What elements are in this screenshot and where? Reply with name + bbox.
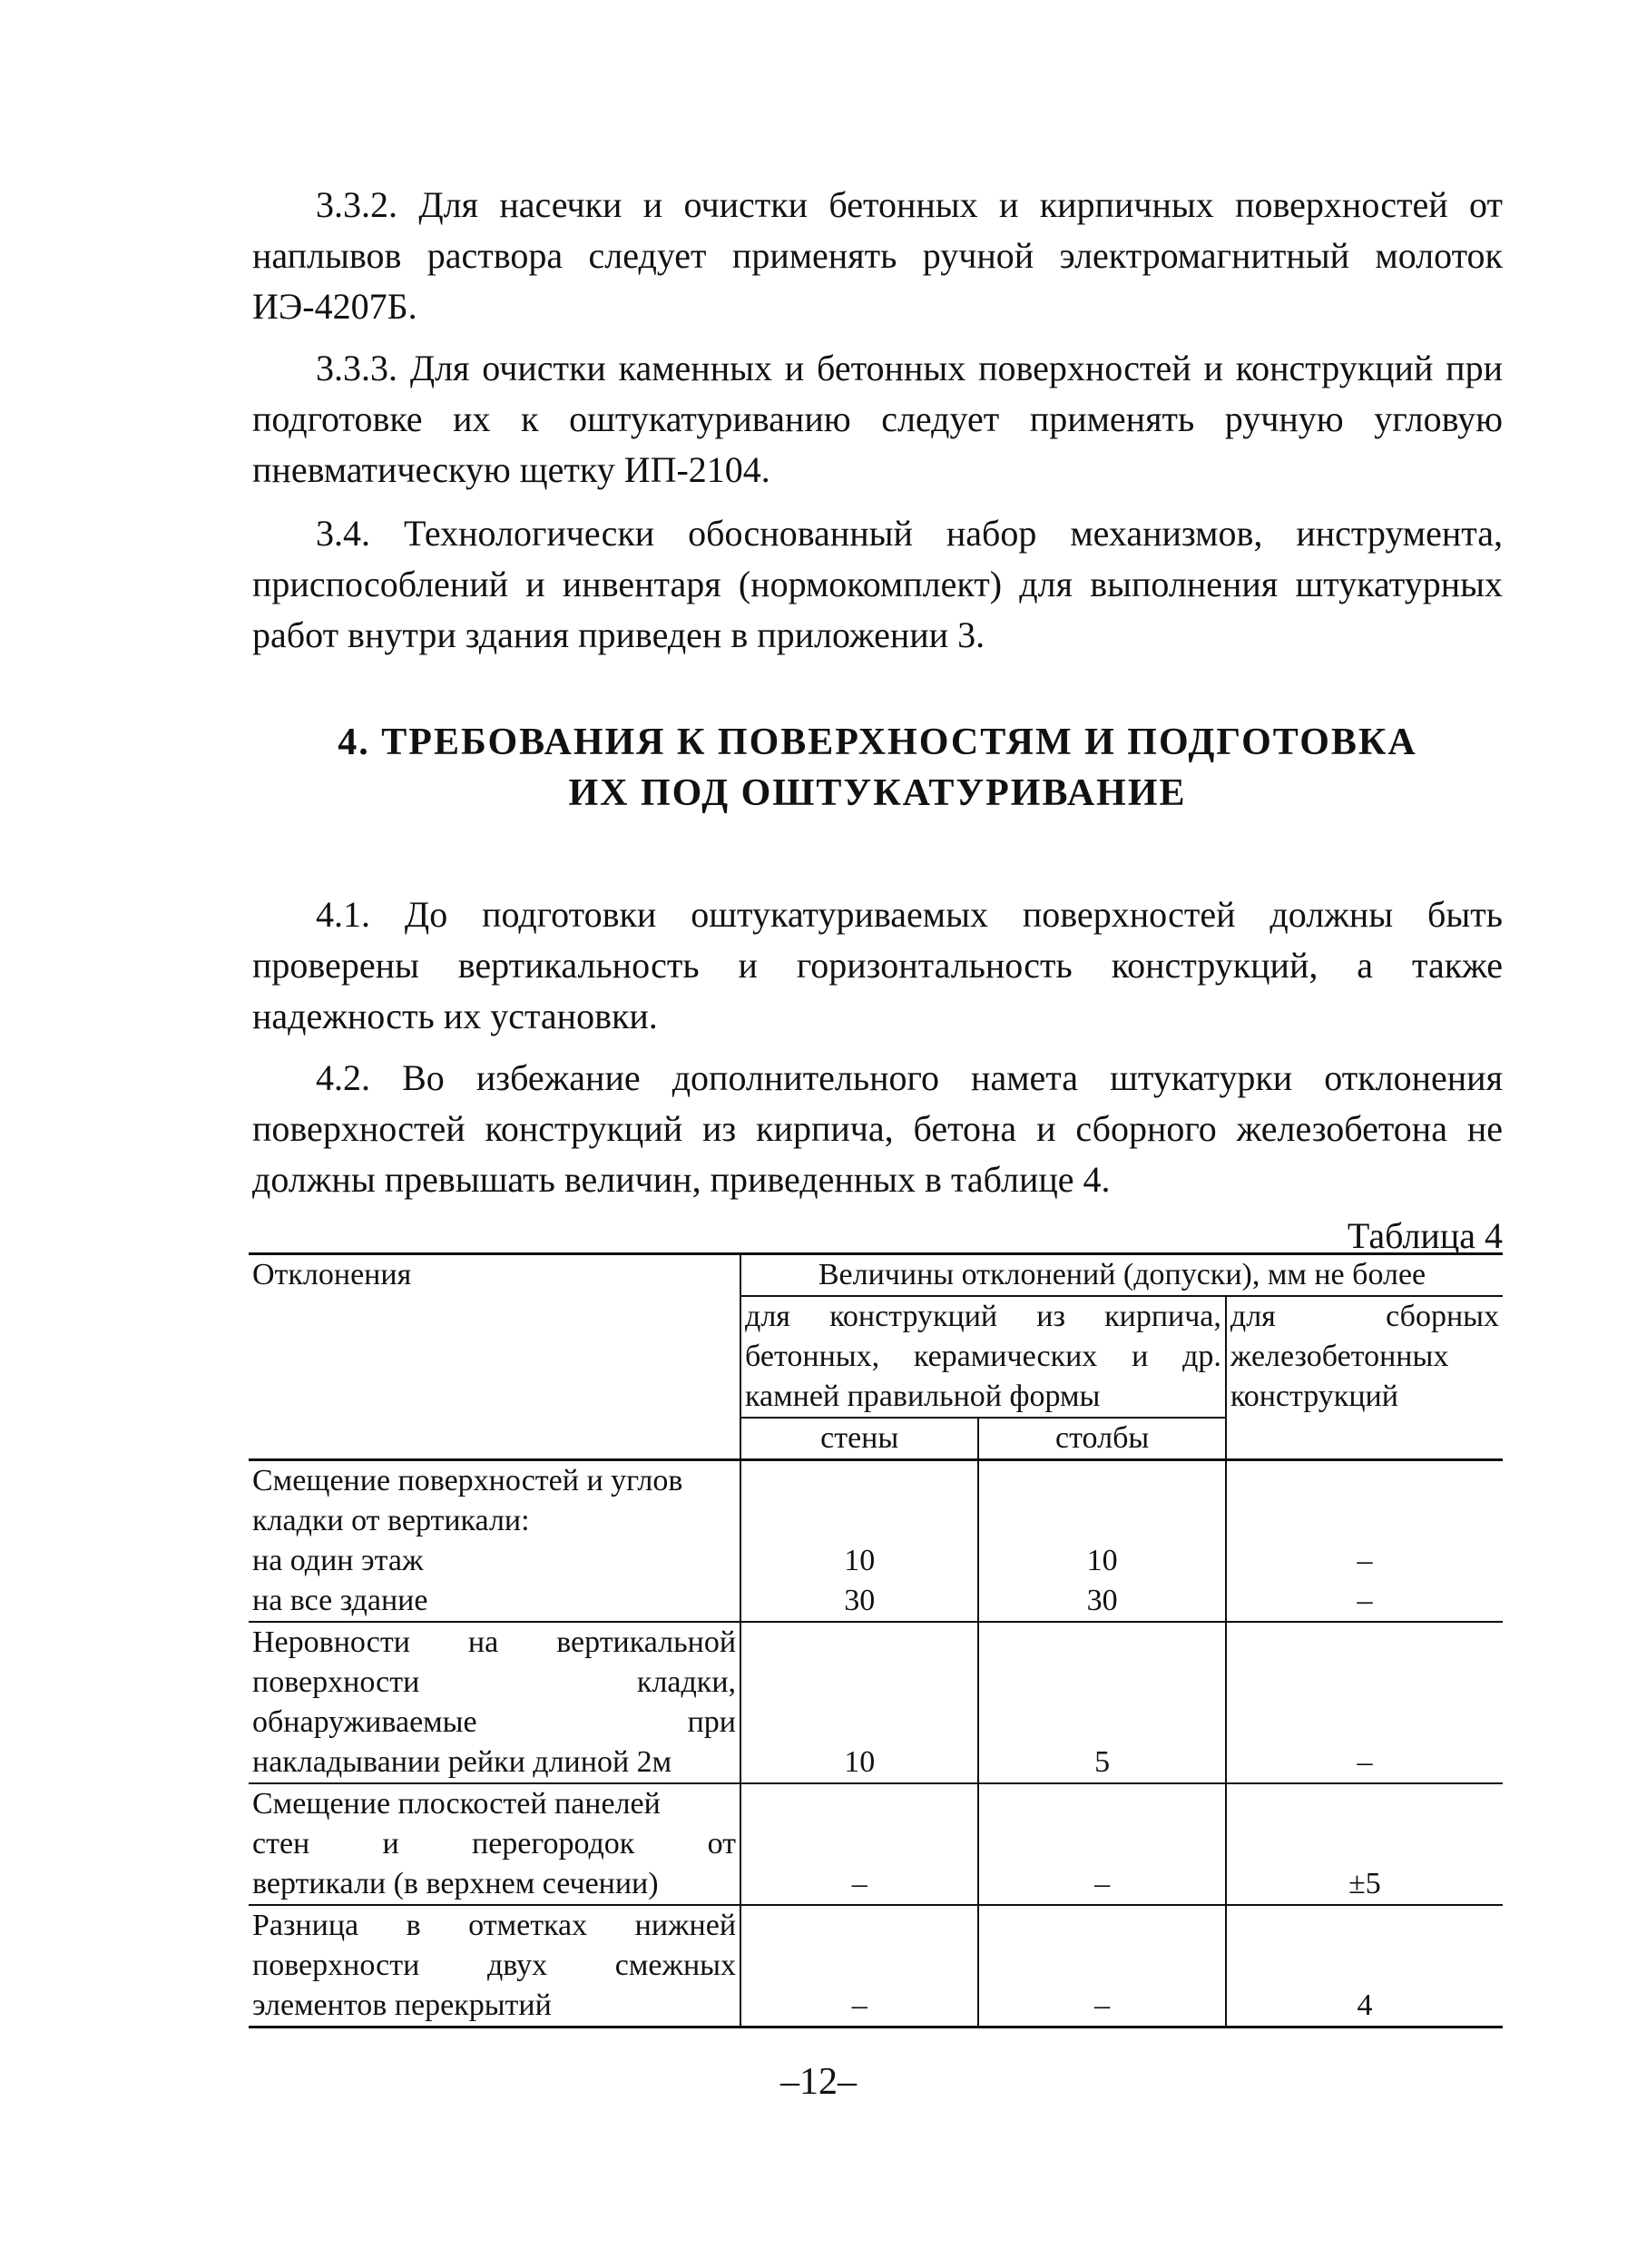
deviations-table [249, 1252, 1503, 2028]
cell-value: 10 [844, 1745, 876, 1779]
table-row [249, 1783, 1503, 1905]
cell-value [745, 1501, 974, 1541]
cell-value [983, 1703, 1221, 1743]
cell-value [1230, 1461, 1499, 1501]
row-label [249, 1783, 740, 1905]
cell-value: – [1094, 1988, 1111, 2022]
header-columns: столбы [978, 1418, 1226, 1460]
cell-value: 10 [1086, 1544, 1118, 1577]
cell-value [983, 1663, 1221, 1703]
section-heading-line-2: ИХ ПОД ОШТУКАТУРИВАНИЕ [568, 772, 1187, 814]
table-caption: Таблица 4 [1347, 1215, 1503, 1256]
header-group-masonry-line: для конструкций из кирпича, [745, 1300, 1221, 1333]
cell-walls [740, 1905, 978, 2027]
cell-columns [978, 1460, 1226, 1623]
cell-value [745, 1946, 974, 1986]
cell-value [1230, 1824, 1499, 1864]
cell-value: 4 [1357, 1988, 1373, 2022]
row-label-line: Смещение плоскостей панелей [252, 1787, 661, 1821]
cell-value: 30 [1086, 1584, 1118, 1617]
row-label-line: обнаруживаемые при [252, 1705, 737, 1739]
cell-value: – [851, 1988, 868, 2022]
header-group-precast [1226, 1296, 1503, 1460]
cell-value [983, 1623, 1221, 1663]
cell-value [745, 1703, 974, 1743]
cell-value [1230, 1501, 1499, 1541]
cell-value [745, 1461, 974, 1501]
table-row [249, 1905, 1503, 2027]
header-group-precast-line: конструкций [1230, 1379, 1398, 1413]
cell-value [983, 1946, 1221, 1986]
cell-value [745, 1623, 974, 1663]
header-walls: стены [740, 1418, 978, 1460]
page-number: –12– [780, 2061, 857, 2103]
cell-precast [1226, 1905, 1503, 2027]
row-label-line: поверхности кладки, [252, 1665, 737, 1699]
cell-value: ±5 [1348, 1867, 1381, 1900]
header-group-masonry [740, 1296, 1226, 1418]
cell-value [983, 1461, 1221, 1501]
header-group-precast-line: для сборных [1230, 1300, 1499, 1333]
row-label-line: стен и перегородок от [252, 1827, 737, 1861]
row-label-line: вертикали (в верхнем сечении) [252, 1867, 659, 1900]
row-label [249, 1622, 740, 1783]
cell-value [983, 1784, 1221, 1824]
cell-value: – [1357, 1544, 1373, 1577]
row-label-line: на один этаж [252, 1544, 424, 1577]
cell-value [983, 1824, 1221, 1864]
cell-walls [740, 1783, 978, 1905]
table-row [249, 1460, 1503, 1623]
cell-columns [978, 1783, 1226, 1905]
section-heading [252, 717, 1503, 819]
cell-value [1230, 1784, 1499, 1824]
cell-value: 30 [844, 1584, 876, 1617]
paragraph-3-3-3: 3.3.3. Для очистки каменных и бетонных поверхностей и конструкций при подготовке их к оштукатуриванию следует применять ручную угловую пневматическую щетку ИП-2104. [252, 348, 1503, 490]
cell-value: 5 [1094, 1745, 1111, 1779]
row-label-line: накладывании рейки длиной 2м [252, 1745, 672, 1779]
header-group-masonry-line: камней правильной формы [745, 1379, 1101, 1413]
cell-value [745, 1824, 974, 1864]
cell-walls [740, 1460, 978, 1623]
row-label [249, 1460, 740, 1623]
row-label [249, 1905, 740, 2027]
cell-value: – [1357, 1745, 1373, 1779]
cell-value [745, 1663, 974, 1703]
cell-precast [1226, 1622, 1503, 1783]
row-label-line: поверхности двух смежных [252, 1949, 737, 1982]
cell-value [983, 1906, 1221, 1946]
row-label-line: кладки от вертикали: [252, 1504, 530, 1537]
cell-precast [1226, 1783, 1503, 1905]
cell-value: – [851, 1867, 868, 1900]
cell-value [745, 1784, 974, 1824]
paragraph-4-2: 4.2. Во избежание дополнительного намета штукатурки отклонения поверхностей конструкций из кирпича, бетона и сборного железобетона не должны превышать величин, приведенных в таблице 4. [252, 1057, 1503, 1200]
header-group-masonry-line: бетонных, керамических и др. [745, 1340, 1221, 1373]
header-group-precast-line: железобетонных [1230, 1340, 1449, 1373]
header-deviations: Отклонения [249, 1254, 740, 1460]
table-row [249, 1622, 1503, 1783]
header-values: Величины отклонений (допуски), мм не более [740, 1254, 1503, 1297]
cell-value: – [1357, 1584, 1373, 1617]
row-label-line: элементов перекрытий [252, 1988, 552, 2022]
paragraph-4-1: 4.1. До подготовки оштукатуриваемых поверхностей должны быть проверены вертикальность и горизонтальность конструкций, а также надежность их установки. [252, 894, 1503, 1036]
paragraph-3-3-2: 3.3.2. Для насечки и очистки бетонных и кирпичных поверхностей от наплывов раствора следует применять ручной электромагнитный молоток ИЭ-4207Б. [252, 184, 1503, 327]
cell-value: 10 [844, 1544, 876, 1577]
section-heading-line-1: 4. ТРЕБОВАНИЯ К ПОВЕРХНОСТЯМ И ПОДГОТОВКА [338, 722, 1417, 763]
row-label-line: Неровности на вертикальной [252, 1625, 737, 1659]
paragraph-3-4: 3.4. Технологически обоснованный набор механизмов, инструмента, приспособлений и инвентаря (нормокомплект) для выполнения штукатурных работ внутри здания приведен в приложении 3. [252, 513, 1503, 655]
cell-value [1230, 1906, 1499, 1946]
cell-value [1230, 1623, 1499, 1663]
table-header-row [249, 1254, 1503, 1297]
cell-value: – [1094, 1867, 1111, 1900]
cell-precast [1226, 1460, 1503, 1623]
cell-columns [978, 1622, 1226, 1783]
row-label-line: Разница в отметках нижней [252, 1909, 737, 1942]
cell-value [1230, 1663, 1499, 1703]
cell-columns [978, 1905, 1226, 2027]
cell-value [983, 1501, 1221, 1541]
cell-value [745, 1906, 974, 1946]
row-label-line: на все здание [252, 1584, 428, 1617]
cell-value [1230, 1946, 1499, 1986]
cell-walls [740, 1622, 978, 1783]
cell-value [1230, 1703, 1499, 1743]
row-label-line: Смещение поверхностей и углов [252, 1464, 683, 1497]
